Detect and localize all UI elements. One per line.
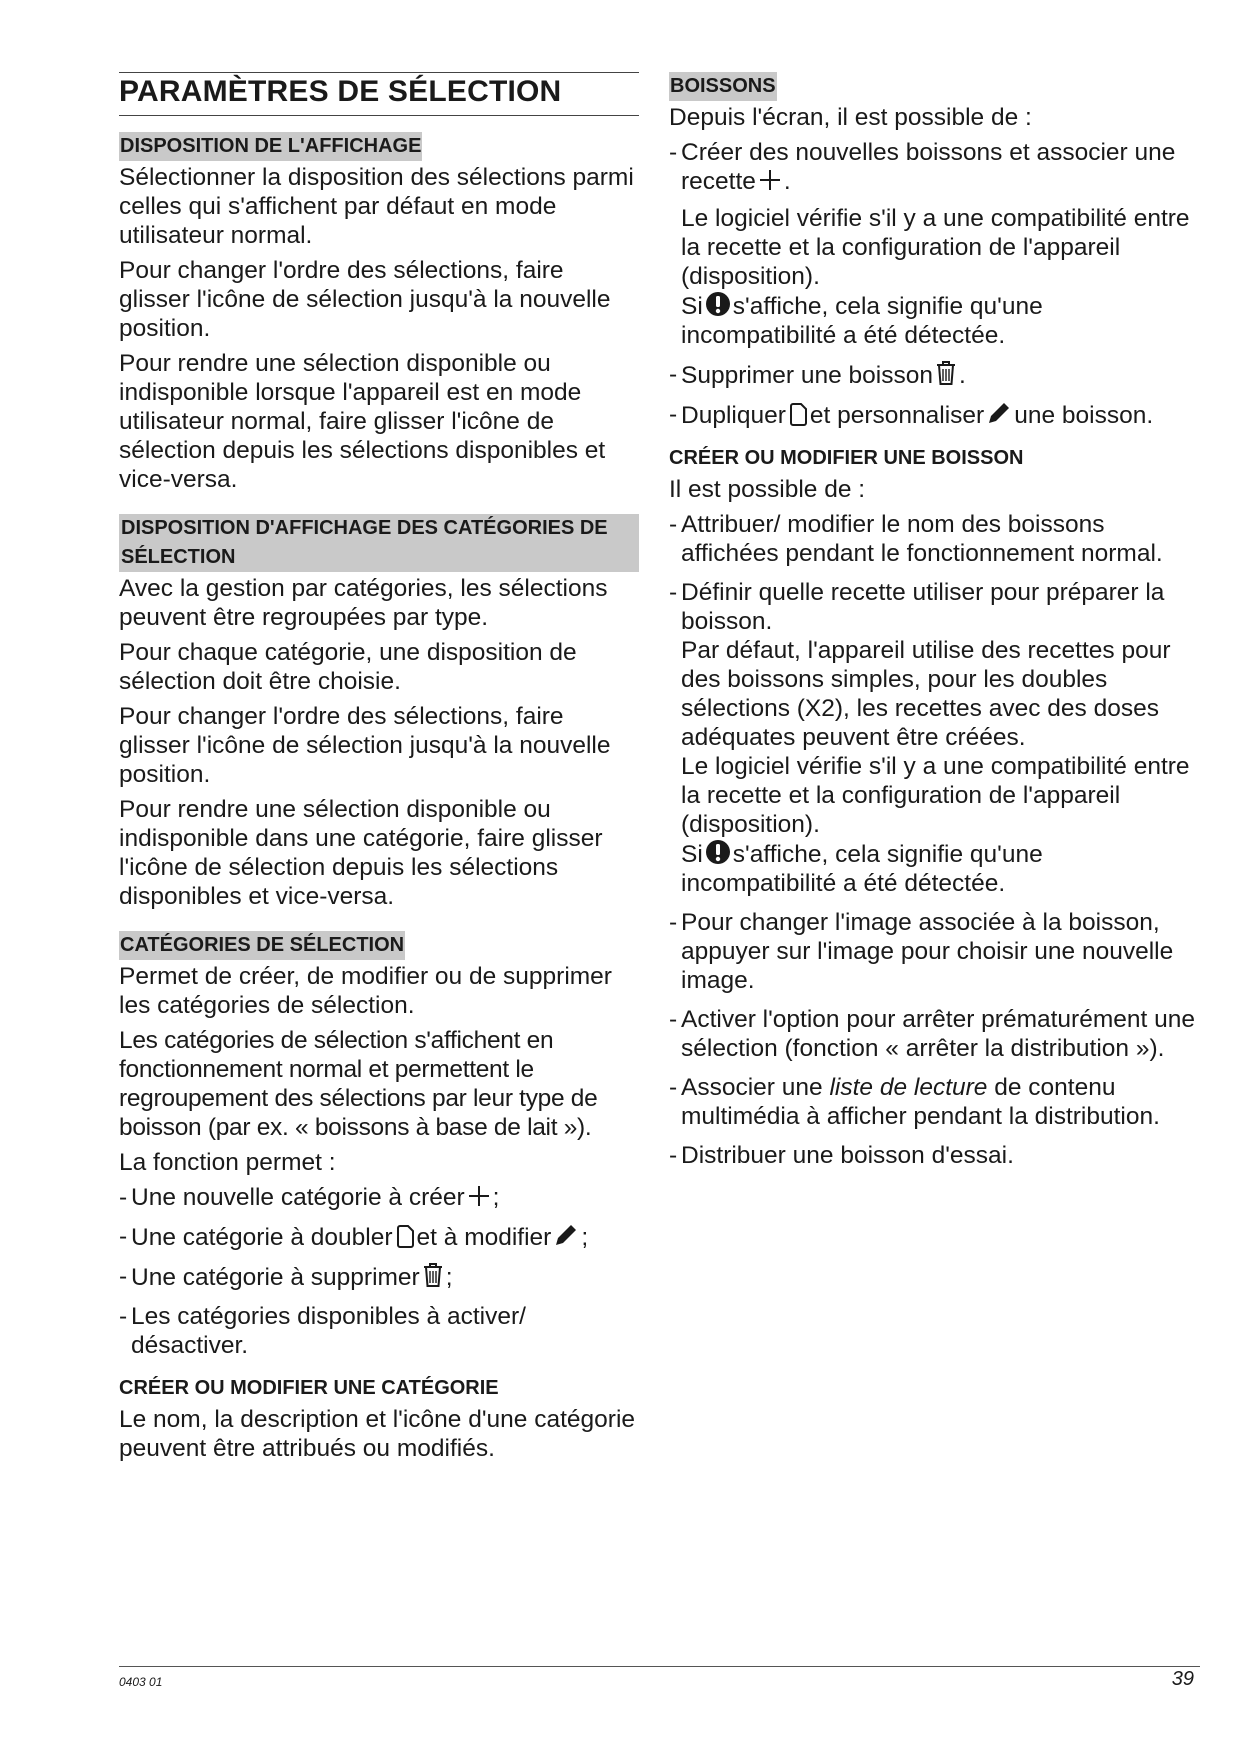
right-content <box>669 72 1199 1180</box>
paragraph: Le logiciel vérifie s'il y a une compatibilité entre la recette et la configuration de l'appareil (disposition). <box>681 205 1190 290</box>
paragraph: Si s'affiche, cela signifie qu'une incompatibilité a été détectée. <box>681 841 1043 897</box>
function-list <box>119 1183 639 1360</box>
warning-icon <box>705 839 731 865</box>
plus-icon <box>467 1184 491 1208</box>
pencil-icon <box>986 400 1012 426</box>
paragraph: Pour changer l'ordre des sélections, faire glisser l'icône de sélection jusqu'à la nouvelle position. <box>119 703 611 788</box>
page-number: 39 <box>1171 1668 1194 1690</box>
paragraph: Le logiciel vérifie s'il y a une compatibilité entre la recette et la configuration de l'appareil (disposition). <box>681 753 1190 838</box>
list-item: - Associer une liste de lecture de contenu multimédia à afficher pendant la distribution. <box>669 1073 1199 1131</box>
paragraph: Les catégories de sélection s'affichent en fonctionnement normal et permettent le regroupement des sélections par leur type de boisson (par ex. « boissons à base de lait »). <box>119 1027 598 1141</box>
list-item: - Attribuer/ modifier le nom des boissons affichées pendant le fonctionnement normal. <box>669 510 1199 568</box>
paragraph: Permet de créer, de modifier ou de supprimer les catégories de sélection. <box>119 963 612 1019</box>
list-item: - Dupliquer et personnaliser une boisson. <box>669 400 1199 430</box>
list-item: - Une nouvelle catégorie à créer ; <box>119 1183 639 1212</box>
paragraph: Par défaut, l'appareil utilise des recettes pour des boissons simples, pour les doubles sélections (X2), les recettes avec des doses adéquates peuvent être créées. <box>681 637 1171 751</box>
list-item: - Distribuer une boisson d'essai. <box>669 1141 1199 1170</box>
paragraph: Il est possible de : <box>669 476 866 503</box>
heading-creer-categorie: CRÉER OU MODIFIER UNE CATÉGORIE <box>119 1377 499 1399</box>
paragraph: Sélectionner la disposition des sélections parmi celles qui s'affichent par défaut en mode utilisateur normal. <box>119 164 634 249</box>
list-item: - Activer l'option pour arrêter prématurément une sélection (fonction « arrêter la distribution »). <box>669 1005 1199 1063</box>
paragraph: Pour chaque catégorie, une disposition de sélection doit être choisie. <box>119 639 577 695</box>
copy-icon <box>788 400 808 426</box>
paragraph: Pour rendre une sélection disponible ou indisponible lorsque l'appareil est en mode utilisateur normal, faire glisser l'icône de sélection depuis les sélections disponibles et vice-versa. <box>119 350 606 493</box>
heading-creer-boisson: CRÉER OU MODIFIER UNE BOISSON <box>669 447 1024 469</box>
paragraph: Avec la gestion par catégories, les sélections peuvent être regroupées par type. <box>119 575 608 631</box>
creer-boisson-list <box>669 510 1199 636</box>
footer-divider <box>119 1666 1200 1667</box>
list-item: - Une catégorie à supprimer ; <box>119 1262 639 1292</box>
trash-icon <box>935 360 957 386</box>
plus-icon <box>758 168 782 192</box>
left-content <box>119 132 639 1469</box>
boissons-list <box>669 138 1199 196</box>
copy-icon <box>395 1222 415 1248</box>
paragraph: Depuis l'écran, il est possible de : <box>669 104 1032 131</box>
list-item: - Définir quelle recette utiliser pour préparer la boisson. <box>669 578 1199 636</box>
page-title-bar <box>119 72 639 116</box>
page-title: PARAMÈTRES DE SÉLECTION <box>119 75 562 108</box>
warning-icon <box>705 291 731 317</box>
heading-disposition-categories: DISPOSITION D'AFFICHAGE DES CATÉGORIES DE SÉLECTION <box>119 514 639 572</box>
list-item: - Les catégories disponibles à activer/ désactiver. <box>119 1302 639 1360</box>
heading-categories-selection: CATÉGORIES DE SÉLECTION <box>119 931 405 960</box>
paragraph: Si s'affiche, cela signifie qu'une incompatibilité a été détectée. <box>681 293 1043 349</box>
list-item: - Créer des nouvelles boissons et associer une recette . <box>669 138 1199 196</box>
list-item: - Une catégorie à doubler et à modifier ; <box>119 1222 639 1252</box>
list-item: - Pour changer l'image associée à la boisson, appuyer sur l'image pour choisir une nouvelle image. <box>669 908 1199 995</box>
paragraph: Pour rendre une sélection disponible ou indisponible dans une catégorie, faire glisser l'icône de sélection depuis les sélections disponibles et vice-versa. <box>119 796 603 910</box>
list-item: - Supprimer une boisson . <box>669 360 1199 390</box>
trash-icon <box>422 1262 444 1288</box>
pencil-icon <box>553 1222 579 1248</box>
paragraph: La fonction permet : <box>119 1149 336 1176</box>
document-code: 0403 01 <box>119 1675 163 1689</box>
heading-boissons: BOISSONS <box>669 72 777 101</box>
heading-disposition-affichage: DISPOSITION DE L'AFFICHAGE <box>119 132 422 161</box>
creer-boisson-list-2 <box>669 908 1199 1170</box>
boissons-list-2 <box>669 360 1199 430</box>
paragraph: Le nom, la description et l'icône d'une catégorie peuvent être attribués ou modifiés. <box>119 1406 636 1462</box>
paragraph: Pour changer l'ordre des sélections, faire glisser l'icône de sélection jusqu'à la nouvelle position. <box>119 257 611 342</box>
